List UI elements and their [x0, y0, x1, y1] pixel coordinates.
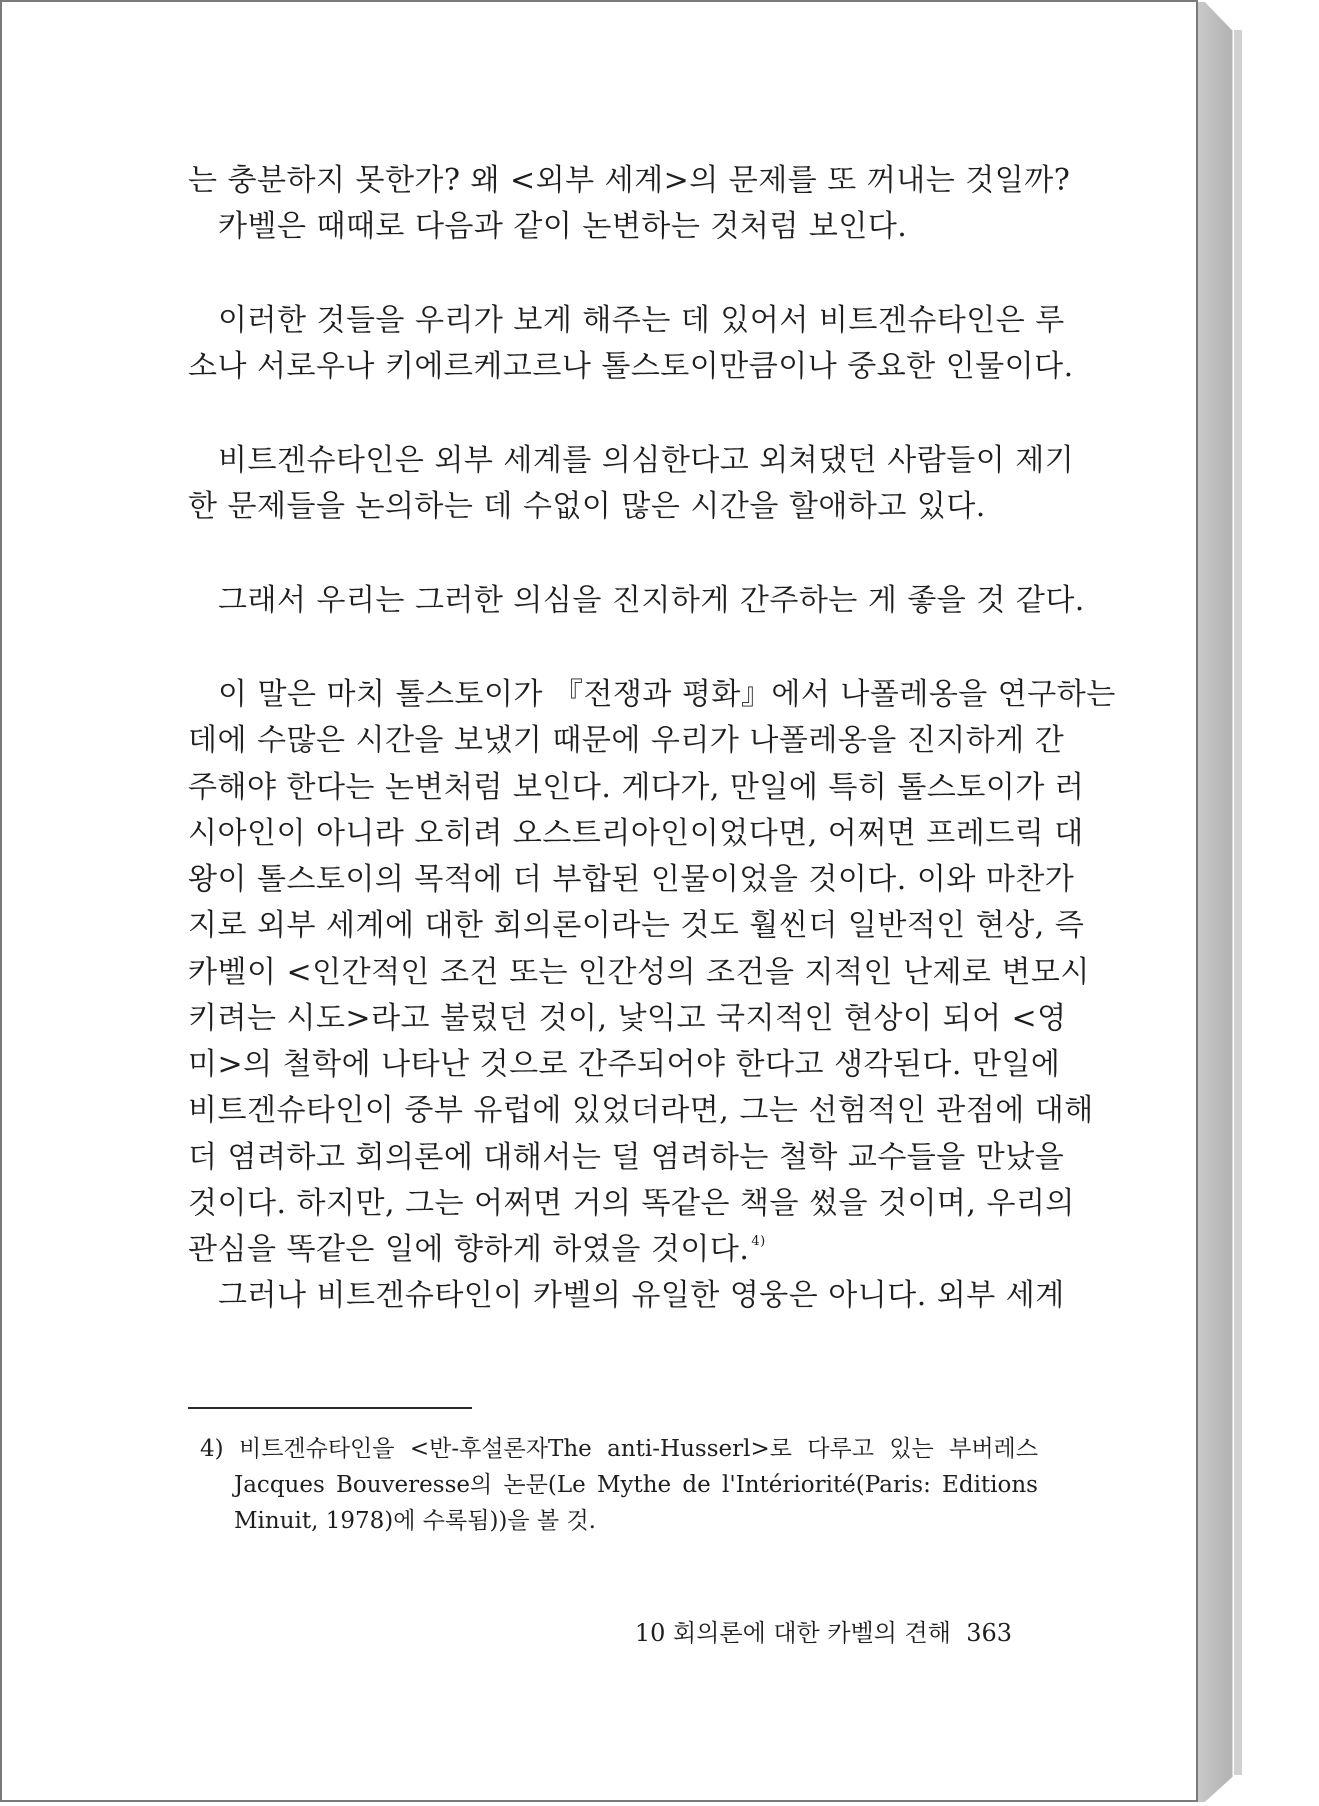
footnote-line: 4) 비트겐슈타인을 <반-후설론자The anti-Husserl>로 다루고 있는 부버레스: [200, 1436, 1038, 1462]
footnote-line: Minuit, 1978)에 수록됨))을 볼 것.: [234, 1508, 596, 1534]
quote-line: 비트겐슈타인은 외부 세계를 의심한다고 외쳐댔던 사람들이 제기: [218, 443, 1075, 478]
body-line: 이 말은 마치 톨스토이가 『전쟁과 평화』에서 나폴레옹을 연구하는: [218, 677, 1116, 712]
running-footer: [632, 1613, 1012, 1648]
running-footer-title: 10 회의론에 대한 카벨의 견해: [634, 1619, 951, 1647]
footnote-ref-marker: 4): [751, 1234, 766, 1249]
body-line: 카벨이 <인간적인 조건 또는 인간성의 조건을 지적인 난제로 변모시: [188, 955, 1090, 990]
quote-line: 이러한 것들을 우리가 보게 해주는 데 있어서 비트겐슈타인은 루: [218, 303, 1065, 338]
body-line: 그러나 비트겐슈타인이 카벨의 유일한 영웅은 아니다. 외부 세계: [218, 1278, 1065, 1313]
body-line-text: 관심을 똑같은 일에 향하게 하였을 것이다.: [188, 1232, 750, 1267]
book-page-edge-shadow: [1234, 30, 1242, 1775]
book-page-edge: [1198, 2, 1313, 1802]
quote-line: 소나 서로우나 키에르케고르나 톨스토이만큼이나 중요한 인물이다.: [188, 349, 1074, 384]
body-line: 미>의 철학에 나타난 것으로 간주되어야 한다고 생각된다. 만일에: [188, 1047, 1061, 1082]
body-line: 는 충분하지 못한가? 왜 <외부 세계>의 문제를 또 꺼내는 것일까?: [188, 163, 1071, 198]
body-line: 왕이 톨스토이의 목적에 더 부합된 인물이었을 것이다. 이와 마찬가: [188, 862, 1075, 897]
body-line: 주해야 한다는 논변처럼 보인다. 게다가, 만일에 특히 톨스토이가 러: [188, 770, 1085, 805]
body-line: 데에 수많은 시간을 보냈기 때문에 우리가 나폴레옹을 진지하게 간: [188, 723, 1065, 758]
body-line: 키려는 시도>라고 불렀던 것이, 낯익고 국지적인 현상이 되어 <영: [188, 1001, 1067, 1036]
body-line: 카벨은 때때로 다음과 같이 논변하는 것처럼 보인다.: [218, 209, 908, 244]
body-line-with-footnote-ref: [188, 1224, 1038, 1268]
body-line: 비트겐슈타인이 중부 유럽에 있었더라면, 그는 선험적인 관점에 대해: [188, 1093, 1094, 1128]
footnote-separator: [188, 1407, 472, 1409]
page-number: 363: [966, 1619, 1012, 1647]
quote-line: 한 문제들을 논의하는 데 수없이 많은 시간을 할애하고 있다.: [188, 489, 986, 524]
body-line: 더 염려하고 회의론에 대해서는 덜 염려하는 철학 교수들을 만났을: [188, 1140, 1065, 1175]
quote-line: 그래서 우리는 그러한 의심을 진지하게 간주하는 게 좋을 것 같다.: [218, 583, 1085, 618]
body-line: 것이다. 하지만, 그는 어쩌면 거의 똑같은 책을 썼을 것이며, 우리의: [188, 1186, 1075, 1221]
footnote-line: Jacques Bouveresse의 논문(Le Mythe de l'Intériorité(Paris: Editions: [234, 1472, 1038, 1498]
body-line: 지로 외부 세계에 대한 회의론이라는 것도 훨씬더 일반적인 현상, 즉: [188, 908, 1085, 943]
body-line: 시아인이 아니라 오히려 오스트리아인이었다면, 어쩌면 프레드릭 대: [188, 816, 1084, 851]
